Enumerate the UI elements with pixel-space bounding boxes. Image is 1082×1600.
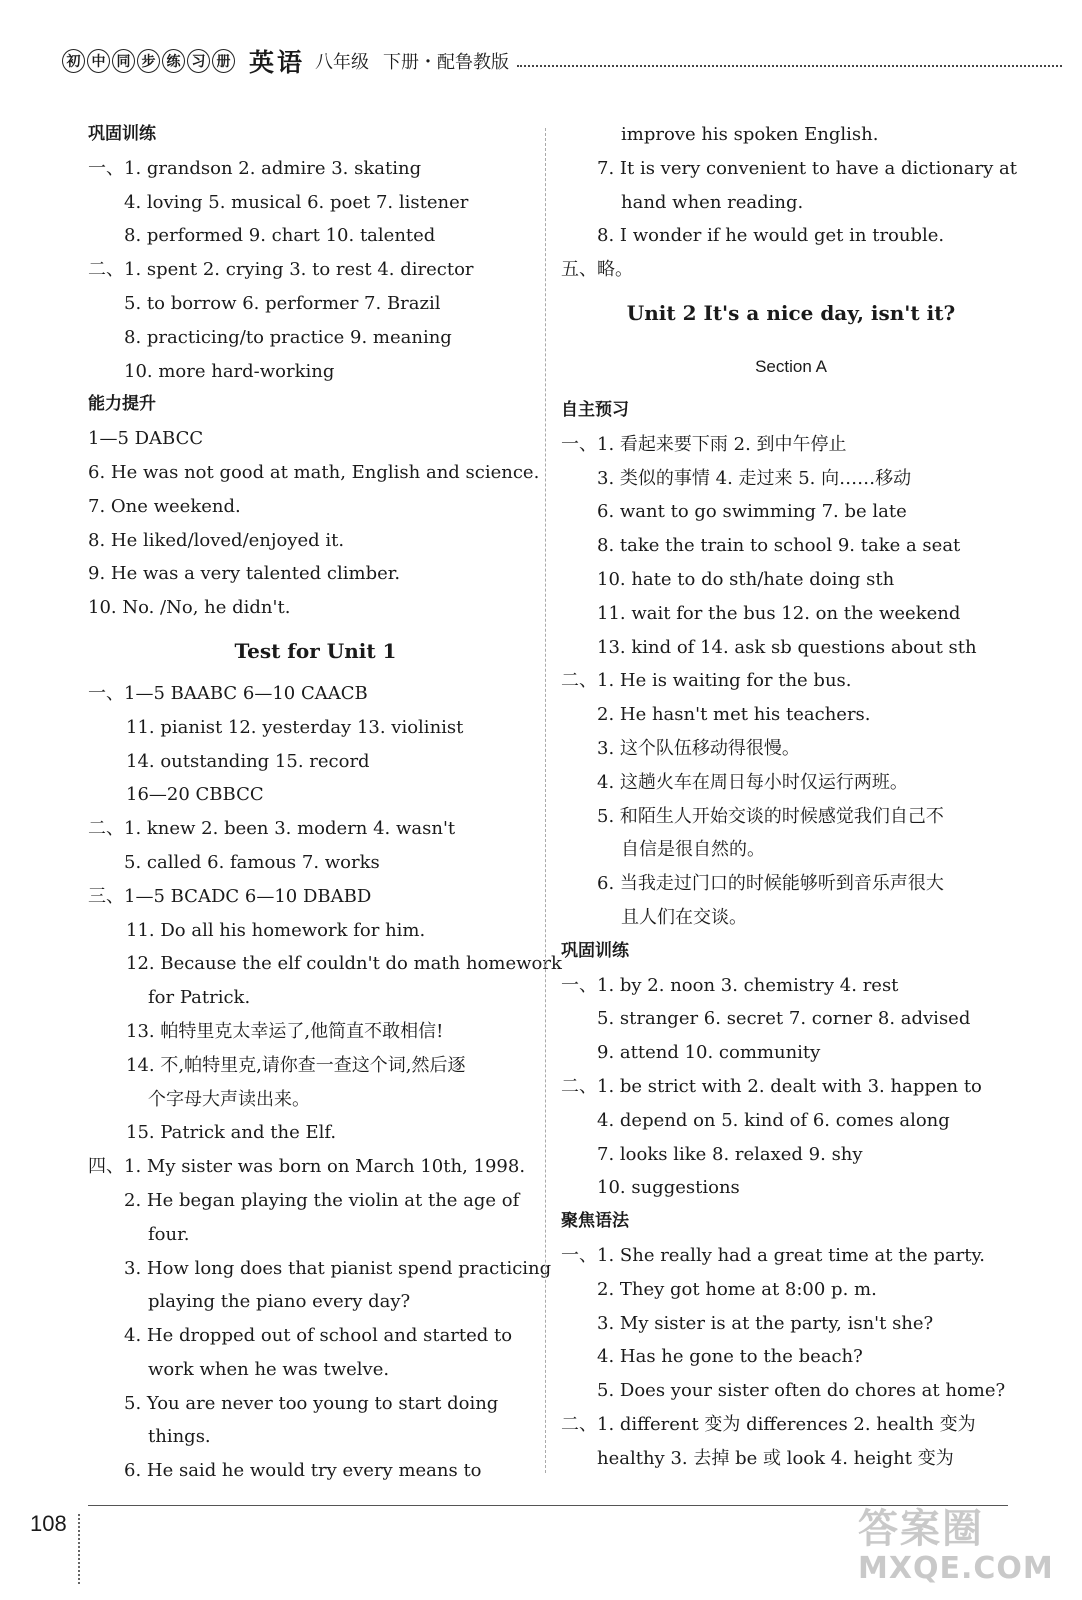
answer-line: 三、1—5 BCADC 6—10 DBABD xyxy=(88,885,372,907)
answer-line: 1—5 DABCC xyxy=(88,428,204,450)
answer-line: 2. He began playing the violin at the age of xyxy=(124,1189,520,1211)
answer-line: 14. 不,帕特里克,请你查一查这个词,然后逐 xyxy=(126,1054,466,1076)
answer-line: 一、1. She really had a great time at the party. xyxy=(561,1244,985,1266)
answer-line: healthy 3. 去掉 be 或 look 4. height 变为 xyxy=(597,1447,954,1469)
left-column xyxy=(88,118,562,1488)
answer-line: 5. 和陌生人开始交谈的时候感觉我们自己不 xyxy=(597,805,944,827)
answer-line: 一、1—5 BAABC 6—10 CAACB xyxy=(88,682,368,704)
right-column xyxy=(561,118,1021,1475)
answer-line: work when he was twelve. xyxy=(148,1358,390,1380)
answer-line: 10. hate to do sth/hate doing sth xyxy=(597,568,895,590)
answer-line: 一、1. 看起来要下雨 2. 到中午停止 xyxy=(561,433,847,455)
answer-line: 4. depend on 5. kind of 6. comes along xyxy=(597,1109,950,1131)
unit-title: Test for Unit 1 xyxy=(234,638,397,663)
answer-line: 15. Patrick and the Elf. xyxy=(126,1122,337,1144)
section-heading: 自主预习 xyxy=(561,399,629,420)
answer-line: 5. called 6. famous 7. works xyxy=(124,851,380,873)
page-number: 108 xyxy=(30,1511,67,1536)
grade-label: 八年级 xyxy=(315,52,370,73)
footer-dotted-mark xyxy=(78,1514,88,1584)
answer-line: 3. 这个队伍移动得很慢。 xyxy=(597,737,800,759)
answer-line: 二、1. different 变为 differences 2. health 变为 xyxy=(561,1413,976,1435)
answer-line: 6. 当我走过门口的时候能够听到音乐声很大 xyxy=(597,873,944,895)
answer-line: 6. want to go swimming 7. be late xyxy=(597,501,907,523)
answer-line: improve his spoken English. xyxy=(621,124,879,145)
answer-line: 14. outstanding 15. record xyxy=(126,750,370,772)
answer-line: 6. He was not good at math, English and science. xyxy=(88,461,540,483)
answer-line: hand when reading. xyxy=(621,191,804,213)
answer-line: 5. You are never too young to start doing xyxy=(124,1392,499,1414)
answer-line: 4. loving 5. musical 6. poet 7. listener xyxy=(124,191,469,213)
answer-line: 10. No. /No, he didn't. xyxy=(88,597,291,619)
answer-line: 一、1. by 2. noon 3. chemistry 4. rest xyxy=(561,974,899,996)
answer-line: 8. I wonder if he would get in trouble. xyxy=(597,225,945,247)
series-char: 初 xyxy=(62,49,85,73)
watermark-logo: 答案圈 MXQE.COM xyxy=(858,1506,1054,1586)
subject-title: 英语 xyxy=(249,48,306,77)
answer-line: 11. Do all his homework for him. xyxy=(126,919,426,941)
answer-line: 9. He was a very talented climber. xyxy=(88,563,401,585)
answer-line: 13. kind of 14. ask sb questions about sth xyxy=(597,636,977,658)
answer-line: 7. It is very convenient to have a dictionary at xyxy=(597,157,1017,179)
answer-line: 5. to borrow 6. performer 7. Brazil xyxy=(124,292,441,314)
answer-line: 3. My sister is at the party, isn't she? xyxy=(597,1312,934,1334)
series-char: 同 xyxy=(112,49,135,73)
series-char: 册 xyxy=(212,49,235,73)
answer-line: 5. Does your sister often do chores at home? xyxy=(597,1380,1006,1402)
answer-line: 9. attend 10. community xyxy=(597,1042,821,1064)
answer-line: 6. He said he would try every means to xyxy=(124,1460,482,1482)
answer-line: 二、1. spent 2. crying 3. to rest 4. director xyxy=(88,259,474,281)
answer-line: 且人们在交谈。 xyxy=(621,906,747,928)
series-char: 练 xyxy=(162,49,185,73)
answer-line: 16—20 CBBCC xyxy=(126,784,264,806)
answer-line: 五、略。 xyxy=(561,259,633,281)
answer-line: 7. One weekend. xyxy=(88,495,241,517)
section-heading: 巩固训练 xyxy=(88,124,156,144)
answer-line: things. xyxy=(148,1426,211,1448)
answer-line: 3. 类似的事情 4. 走过来 5. 向……移动 xyxy=(597,467,912,489)
series-title xyxy=(62,49,237,73)
answer-line: 8. practicing/to practice 9. meaning xyxy=(124,326,452,348)
answer-line: 二、1. He is waiting for the bus. xyxy=(561,670,852,692)
answer-line: 一、1. grandson 2. admire 3. skating xyxy=(88,157,422,179)
answer-line: 个字母大声读出来。 xyxy=(148,1088,310,1110)
series-char: 步 xyxy=(137,49,160,73)
answer-line: 四、1. My sister was born on March 10th, 1998. xyxy=(88,1156,526,1178)
answer-line: 3. How long does that pianist spend practicing xyxy=(124,1257,552,1279)
answer-line: 5. stranger 6. secret 7. corner 8. advised xyxy=(597,1008,971,1030)
answer-line: 2. He hasn't met his teachers. xyxy=(597,704,871,726)
section-heading: 聚焦语法 xyxy=(561,1211,629,1232)
edition-label: 下册・配鲁教版 xyxy=(383,52,510,73)
answer-line: 11. pianist 12. yesterday 13. violinist xyxy=(126,716,464,738)
answer-line: 4. Has he gone to the beach? xyxy=(597,1346,863,1368)
answer-line: 2. They got home at 8:00 p. m. xyxy=(597,1278,877,1300)
answer-line: 11. wait for the bus 12. on the weekend xyxy=(597,602,961,624)
answer-line: 8. He liked/loved/enjoyed it. xyxy=(88,529,345,551)
answer-line: 8. take the train to school 9. take a seat xyxy=(597,535,961,557)
page-header xyxy=(62,44,1062,78)
answer-line: 7. looks like 8. relaxed 9. shy xyxy=(597,1143,863,1165)
answer-line: 12. Because the elf couldn't do math homework xyxy=(126,953,562,975)
answer-line: 自信是很自然的。 xyxy=(621,839,765,861)
column-divider xyxy=(545,128,546,1473)
answer-line: 二、1. be strict with 2. dealt with 3. happen to xyxy=(561,1075,982,1097)
answer-line: 4. He dropped out of school and started to xyxy=(124,1325,513,1347)
answer-line: 二、1. knew 2. been 3. modern 4. wasn't xyxy=(88,818,456,840)
answer-line: 10. more hard-working xyxy=(124,360,335,382)
answer-line: four. xyxy=(148,1223,190,1245)
answer-line: 4. 这趟火车在周日每小时仅运行两班。 xyxy=(597,771,908,793)
section-heading: 能力提升 xyxy=(88,394,156,415)
unit-title: Unit 2 It's a nice day, isn't it? xyxy=(626,300,956,325)
header-dotted-rule xyxy=(517,55,1062,67)
answer-line: 13. 帕特里克太幸运了,他简直不敢相信! xyxy=(126,1020,444,1042)
answer-line: 8. performed 9. chart 10. talented xyxy=(124,225,436,247)
section-subtitle: Section A xyxy=(755,356,827,376)
section-heading: 巩固训练 xyxy=(561,940,629,961)
series-char: 中 xyxy=(87,49,110,73)
answer-line: for Patrick. xyxy=(148,987,251,1009)
answer-line: 10. suggestions xyxy=(597,1177,740,1199)
answer-line: playing the piano every day? xyxy=(148,1291,411,1313)
series-char: 习 xyxy=(187,49,210,73)
